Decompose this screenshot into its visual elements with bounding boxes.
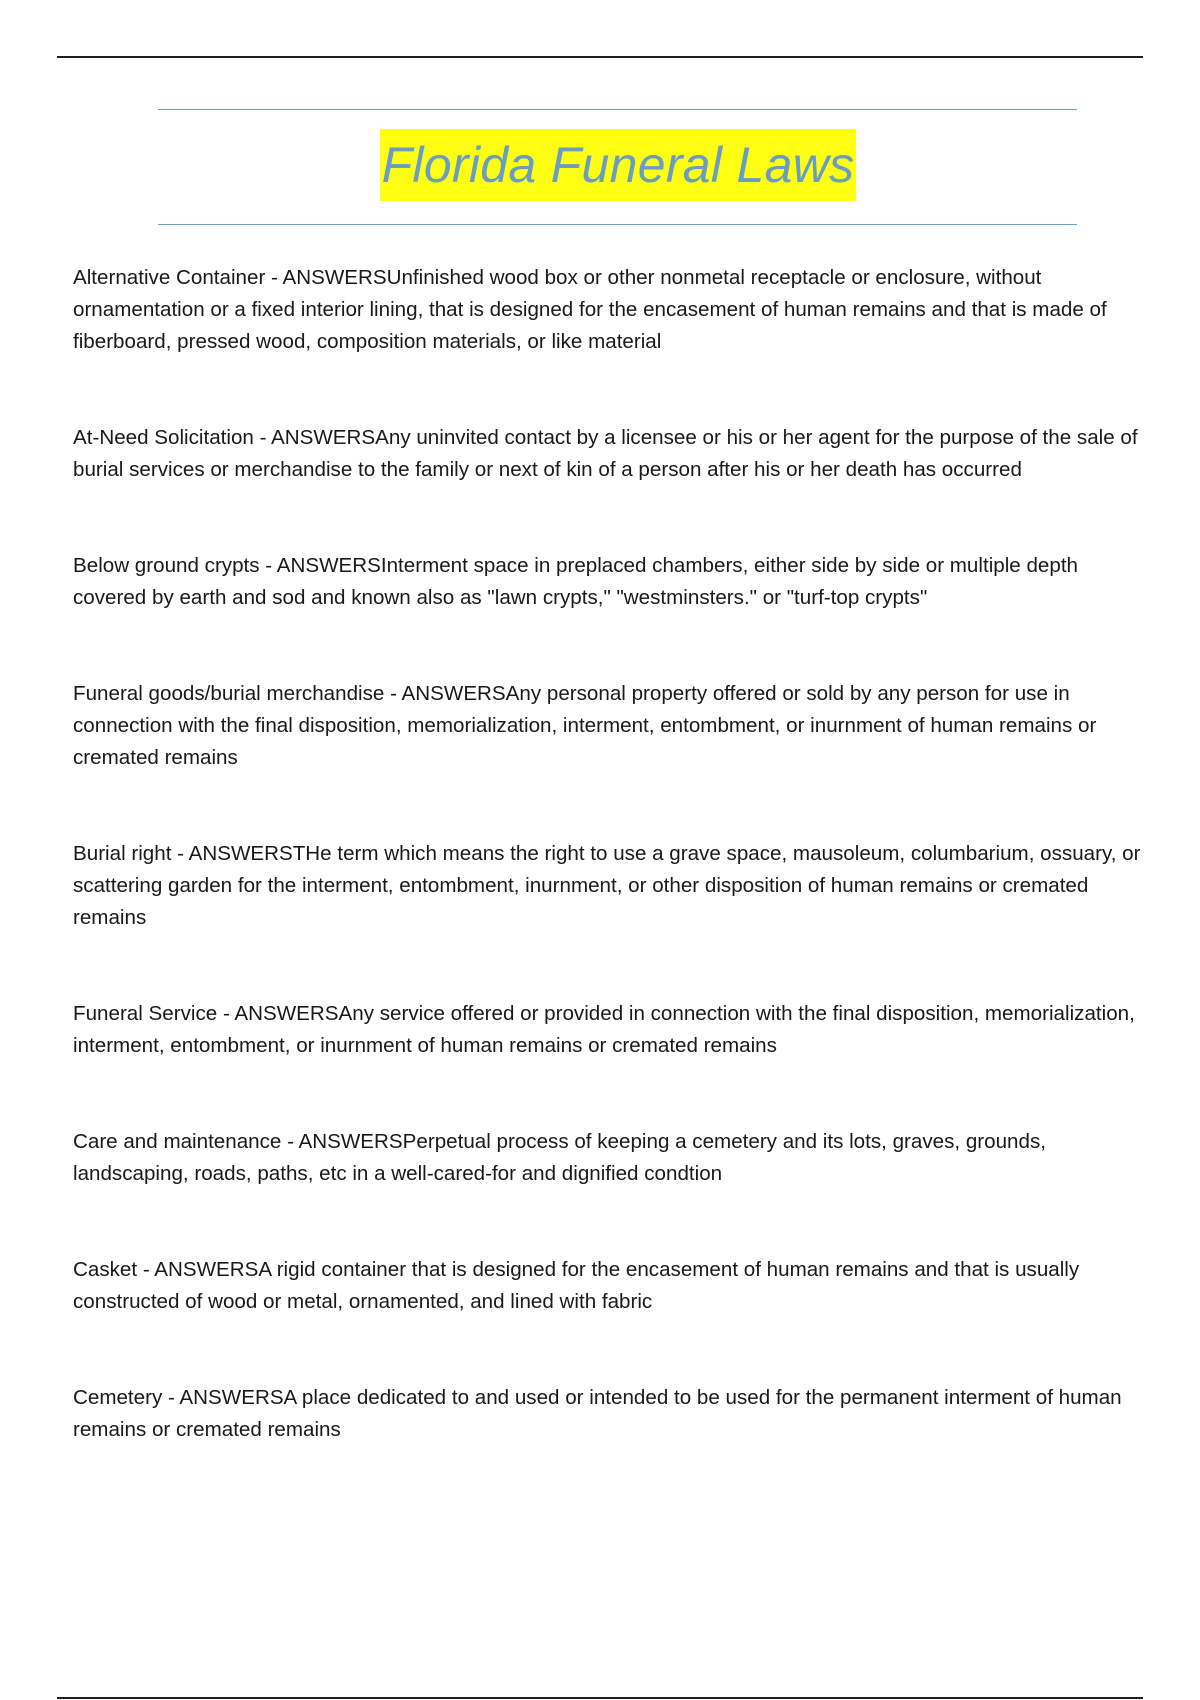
page-top-rule xyxy=(57,56,1143,58)
title-top-rule xyxy=(158,109,1077,110)
definition-entry: Funeral goods/burial merchandise - ANSWERSAny personal property offered or sold by any person for use in connection with the final disposition, memorialization, interment, entombment, or inurnment of human remains or cremated remains xyxy=(73,682,1097,769)
definition-entry: Alternative Container - ANSWERSUnfinished wood box or other nonmetal receptacle or enclosure, without ornamentation or a fixed interior lining, that is designed for the encasement of human remains and that is made of fiberboard, pressed wood, composition materials, or like material xyxy=(73,266,1107,353)
definition-entry: Burial right - ANSWERSTHe term which means the right to use a grave space, mausoleum, columbarium, ossuary, or scattering garden for the interment, entombment, inurnment, or other disposition of human remains or cremated remains xyxy=(73,842,1141,929)
definition-entry: Funeral Service - ANSWERSAny service offered or provided in connection with the final disposition, memorialization, interment, entombment, or inurnment of human remains or cremated remains xyxy=(73,1002,1135,1057)
definition-list xyxy=(73,262,1153,1510)
document-title: Florida Funeral Laws xyxy=(380,129,857,201)
definition-entry: Cemetery - ANSWERSA place dedicated to and used or intended to be used for the permanent interment of human remains or cremated remains xyxy=(73,1386,1122,1441)
definition-entry: At-Need Solicitation - ANSWERSAny uninvited contact by a licensee or his or her agent for the purpose of the sale of burial services or merchandise to the family or next of kin of a person after his or her death has occurred xyxy=(73,426,1138,481)
title-block xyxy=(0,129,1200,201)
page-bottom-rule xyxy=(57,1697,1143,1699)
definition-entry: Below ground crypts - ANSWERSInterment space in preplaced chambers, either side by side or multiple depth covered by earth and sod and known also as "lawn crypts," "westminsters." or "turf-top crypts" xyxy=(73,554,1079,609)
definition-entry: Casket - ANSWERSA rigid container that is designed for the encasement of human remains and that is usually constructed of wood or metal, ornamented, and lined with fabric xyxy=(73,1258,1080,1313)
title-bottom-rule xyxy=(158,224,1077,225)
definition-entry: Care and maintenance - ANSWERSPerpetual process of keeping a cemetery and its lots, graves, grounds, landscaping, roads, paths, etc in a well-cared-for and dignified condtion xyxy=(73,1130,1046,1185)
